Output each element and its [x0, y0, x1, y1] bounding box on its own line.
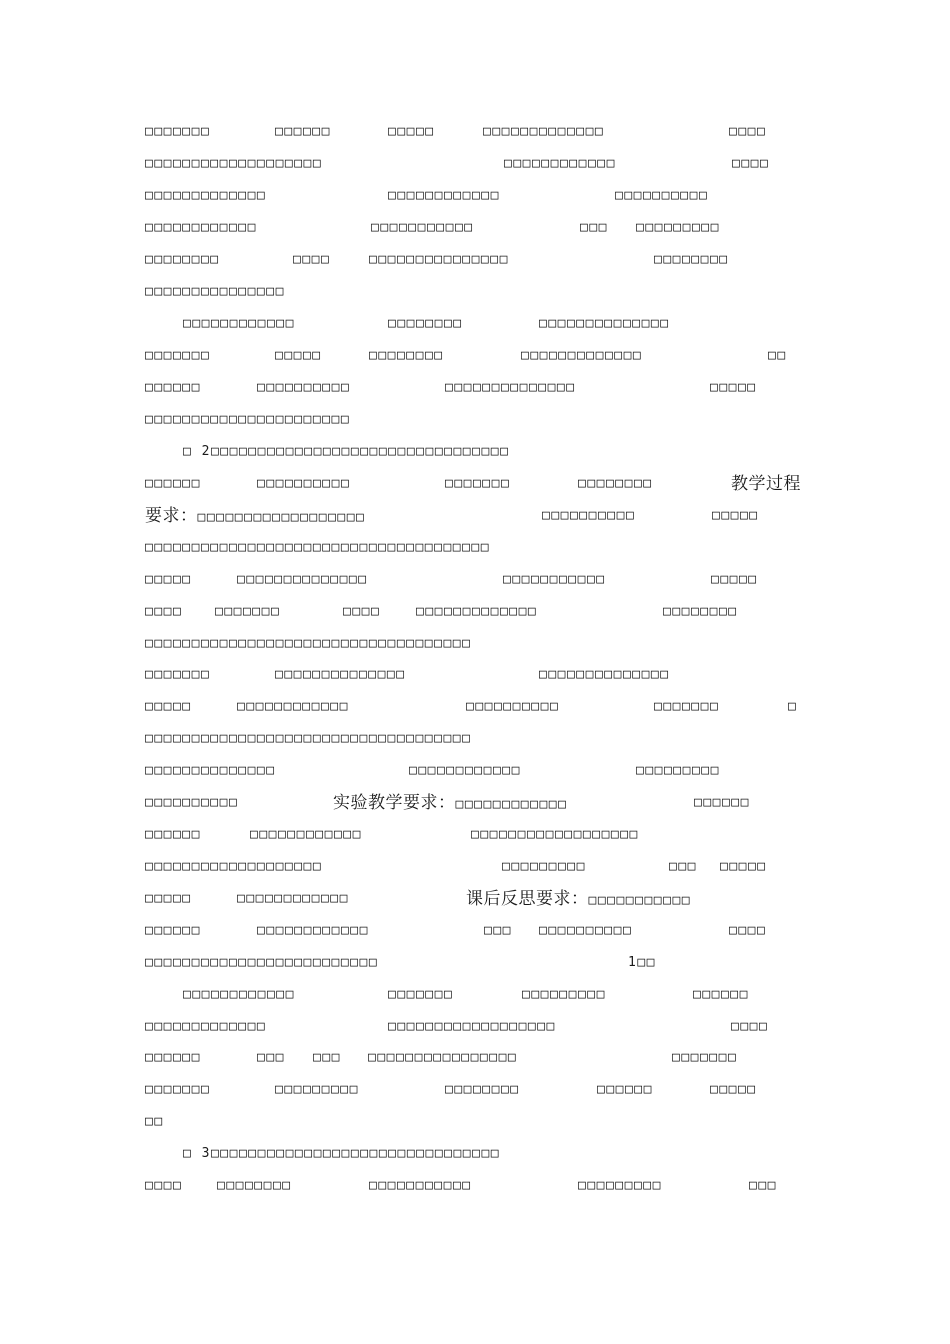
text-line: [0, 348, 950, 380]
text-segment: 要求：□□□□□□□□□□□□□□□□□□: [145, 506, 366, 526]
text-segment: □□□□□□□□□□: [466, 699, 560, 714]
text-segment: 课后反思要求：□□□□□□□□□□□: [466, 889, 692, 909]
text-line: [0, 891, 950, 923]
text-segment: □□□: [749, 1178, 777, 1193]
text-segment: □□□□□: [711, 572, 758, 587]
text-line: [0, 636, 950, 668]
text-segment: □□□□□□□□: [445, 1082, 520, 1097]
text-segment: □□□□□□□□□□□□□□□□□□□□□□: [145, 412, 351, 427]
text-segment: □□□□□□□□□□□□□□: [445, 380, 576, 395]
text-segment: □□□□□: [712, 508, 759, 523]
text-segment: □□□□□□□□□□□□□□: [539, 667, 670, 682]
text-segment: □: [788, 699, 798, 714]
text-segment: □□□□□□□: [145, 124, 211, 139]
text-segment: □□□□□□□□□□□□□□□□□□□: [145, 156, 323, 171]
text-segment: □□□□□□□□: [369, 348, 444, 363]
text-segment: □□□□□□□□□□□□□: [416, 604, 538, 619]
text-line: [0, 316, 950, 348]
text-line: [0, 284, 950, 316]
text-segment: □□□□□□□□□□□□: [257, 923, 369, 938]
text-segment: □□□□□: [720, 859, 767, 874]
text-line: [0, 412, 950, 444]
text-segment: 教学过程: [731, 474, 801, 494]
text-segment: □ 2□□□□□□□□□□□□□□□□□□□□□□□□□□□□□□□□: [183, 444, 510, 459]
text-segment: □□□□□□□□□□□□□□: [539, 316, 670, 331]
text-segment: □□□□: [145, 1178, 183, 1193]
text-segment: □□□□: [343, 604, 381, 619]
text-segment: □□□□□: [275, 348, 322, 363]
text-line: [0, 859, 950, 891]
text-segment: □□□□□□□: [388, 987, 454, 1002]
text-segment: □□: [768, 348, 787, 363]
text-segment: □□□□□□□□□□□□□: [145, 188, 267, 203]
text-line: [0, 827, 950, 859]
text-segment: □□□□□□□□□□: [542, 508, 636, 523]
text-segment: □□□□□□□□□□□□: [388, 188, 500, 203]
text-segment: □□□□: [732, 156, 770, 171]
text-line: [0, 508, 950, 540]
text-segment: □□□□□□: [145, 827, 201, 842]
text-segment: □□□□□: [710, 380, 757, 395]
text-segment: □□□□□□□□□□□□: [237, 699, 349, 714]
text-segment: □□□□□□□□□□□□□□: [145, 763, 276, 778]
text-segment: □□□□□: [145, 572, 192, 587]
text-segment: □□□□□□□□□□□□□: [145, 1019, 267, 1034]
text-segment: 实验教学要求：□□□□□□□□□□□□: [333, 793, 568, 813]
text-segment: □□□□□□□□□□□□: [145, 220, 257, 235]
text-line: [0, 476, 950, 508]
text-segment: □□□□□□□□: [145, 252, 220, 267]
text-segment: □ 3□□□□□□□□□□□□□□□□□□□□□□□□□□□□□□□: [183, 1146, 501, 1161]
text-segment: □□□□□□□□□□□□□□□□□□□□□□□□□□□□□□□□□□□: [145, 636, 472, 651]
text-segment: □□□□□□□□□□□□: [183, 316, 295, 331]
text-segment: □□□□□□□□□□: [257, 380, 351, 395]
text-line: [0, 667, 950, 699]
text-segment: □□□□□: [388, 124, 435, 139]
text-line: [0, 380, 950, 412]
text-line: [0, 699, 950, 731]
text-segment: □□□□□□□: [145, 1082, 211, 1097]
text-segment: 1□□: [628, 955, 656, 970]
text-segment: □□□□□□□□□□□□□□□□□□: [471, 827, 639, 842]
text-segment: □□□□□□□□□□□□□□□: [145, 284, 285, 299]
text-segment: □□□□□: [145, 699, 192, 714]
text-segment: □□□□□□□: [215, 604, 281, 619]
text-segment: □□□□□□□□□□: [257, 476, 351, 491]
text-segment: □□□□□□□□□□: [145, 795, 239, 810]
text-segment: □□□: [257, 1050, 285, 1065]
text-line: [0, 731, 950, 763]
text-segment: □□□□□□□: [145, 667, 211, 682]
text-segment: □□□□□□: [145, 923, 201, 938]
text-line: [0, 987, 950, 1019]
text-segment: □□□□□□: [597, 1082, 653, 1097]
text-line: [0, 1114, 950, 1146]
text-segment: □□□□□: [710, 1082, 757, 1097]
text-segment: □□□□□□□□: [388, 316, 463, 331]
text-segment: □□□□□□□□□□□□□□□□□□□□□□□□□: [145, 955, 379, 970]
text-segment: □□□□□□□□: [654, 252, 729, 267]
text-segment: □□□□□□□□□□□□□□□□: [368, 1050, 518, 1065]
text-segment: □□□□□□: [693, 987, 749, 1002]
text-segment: □□: [145, 1114, 164, 1129]
text-segment: □□□□□□□□□□□□□□□: [369, 252, 509, 267]
text-line: [0, 1146, 950, 1178]
text-segment: □□□□□□□: [672, 1050, 738, 1065]
text-line: [0, 763, 950, 795]
text-segment: □□□□□□: [694, 795, 750, 810]
text-line: [0, 220, 950, 252]
text-segment: □□□□□□□: [654, 699, 720, 714]
text-line: [0, 955, 950, 987]
text-segment: □□□□□□□□□□□□: [237, 891, 349, 906]
text-line: [0, 124, 950, 156]
text-line: [0, 156, 950, 188]
text-segment: □□□□□□□□□□□□□: [521, 348, 643, 363]
text-line: [0, 1082, 950, 1114]
text-segment: □□□: [484, 923, 512, 938]
text-segment: □□□□□□□□□□□□: [183, 987, 295, 1002]
text-segment: □□□: [669, 859, 697, 874]
text-segment: □□□□□□□□: [663, 604, 738, 619]
text-line: [0, 1050, 950, 1082]
text-line: [0, 1019, 950, 1051]
text-segment: □□□□□□: [145, 476, 201, 491]
text-segment: □□□□□□□□: [217, 1178, 292, 1193]
text-segment: □□□□□□□□□□□□□□: [237, 572, 368, 587]
text-segment: □□□□□□□□□: [502, 859, 586, 874]
text-segment: □□□□□□□□□□: [615, 188, 709, 203]
text-segment: □□□□□□□□□□□: [503, 572, 606, 587]
text-segment: □□□□□□□□: [578, 476, 653, 491]
text-segment: □□□□□□□□□: [578, 1178, 662, 1193]
text-segment: □□□□□□□□□□□: [371, 220, 474, 235]
text-segment: □□□□□□□□□□□□□□□□□□□□□□□□□□□□□□□□□□□□□: [145, 540, 491, 555]
text-line: [0, 540, 950, 572]
text-segment: □□□□□□□□□□□□: [504, 156, 616, 171]
text-line: [0, 1178, 950, 1210]
text-segment: □□□□□□: [275, 124, 331, 139]
text-segment: □□□□: [731, 1019, 769, 1034]
text-line: [0, 444, 950, 476]
text-segment: □□□□□□□□□□□□□□: [275, 667, 406, 682]
text-segment: □□□□: [729, 124, 767, 139]
text-segment: □□□□□□□□□□□□□□□□□□□: [145, 859, 323, 874]
text-line: [0, 188, 950, 220]
text-segment: □□□□□□□□□□□□□□□□□□: [388, 1019, 556, 1034]
text-segment: □□□□□□: [145, 380, 201, 395]
text-line: [0, 604, 950, 636]
text-segment: □□□: [313, 1050, 341, 1065]
text-segment: □□□□□□□□□□: [539, 923, 633, 938]
text-segment: □□□□□□□□□: [636, 763, 720, 778]
text-segment: □□□□□□□: [445, 476, 511, 491]
text-segment: □□□□□: [145, 891, 192, 906]
text-line: [0, 252, 950, 284]
text-segment: □□□□□□□□□□□□□□□□□□□□□□□□□□□□□□□□□□□: [145, 731, 472, 746]
text-segment: □□□□□□: [145, 1050, 201, 1065]
text-segment: □□□□□□□□□: [275, 1082, 359, 1097]
text-segment: □□□□□□□□□□□□: [250, 827, 362, 842]
text-segment: □□□□□□□□□: [522, 987, 606, 1002]
text-segment: □□□□: [729, 923, 767, 938]
text-segment: □□□□□□□□□□□□: [409, 763, 521, 778]
text-segment: □□□□□□□□□: [636, 220, 720, 235]
text-segment: □□□: [580, 220, 608, 235]
text-segment: □□□□□□□□□□□: [369, 1178, 472, 1193]
text-line: [0, 795, 950, 827]
text-segment: □□□□: [293, 252, 331, 267]
text-segment: □□□□□□□: [145, 348, 211, 363]
text-segment: □□□□□□□□□□□□□: [483, 124, 605, 139]
text-line: [0, 572, 950, 604]
text-segment: □□□□: [145, 604, 183, 619]
text-line: [0, 923, 950, 955]
